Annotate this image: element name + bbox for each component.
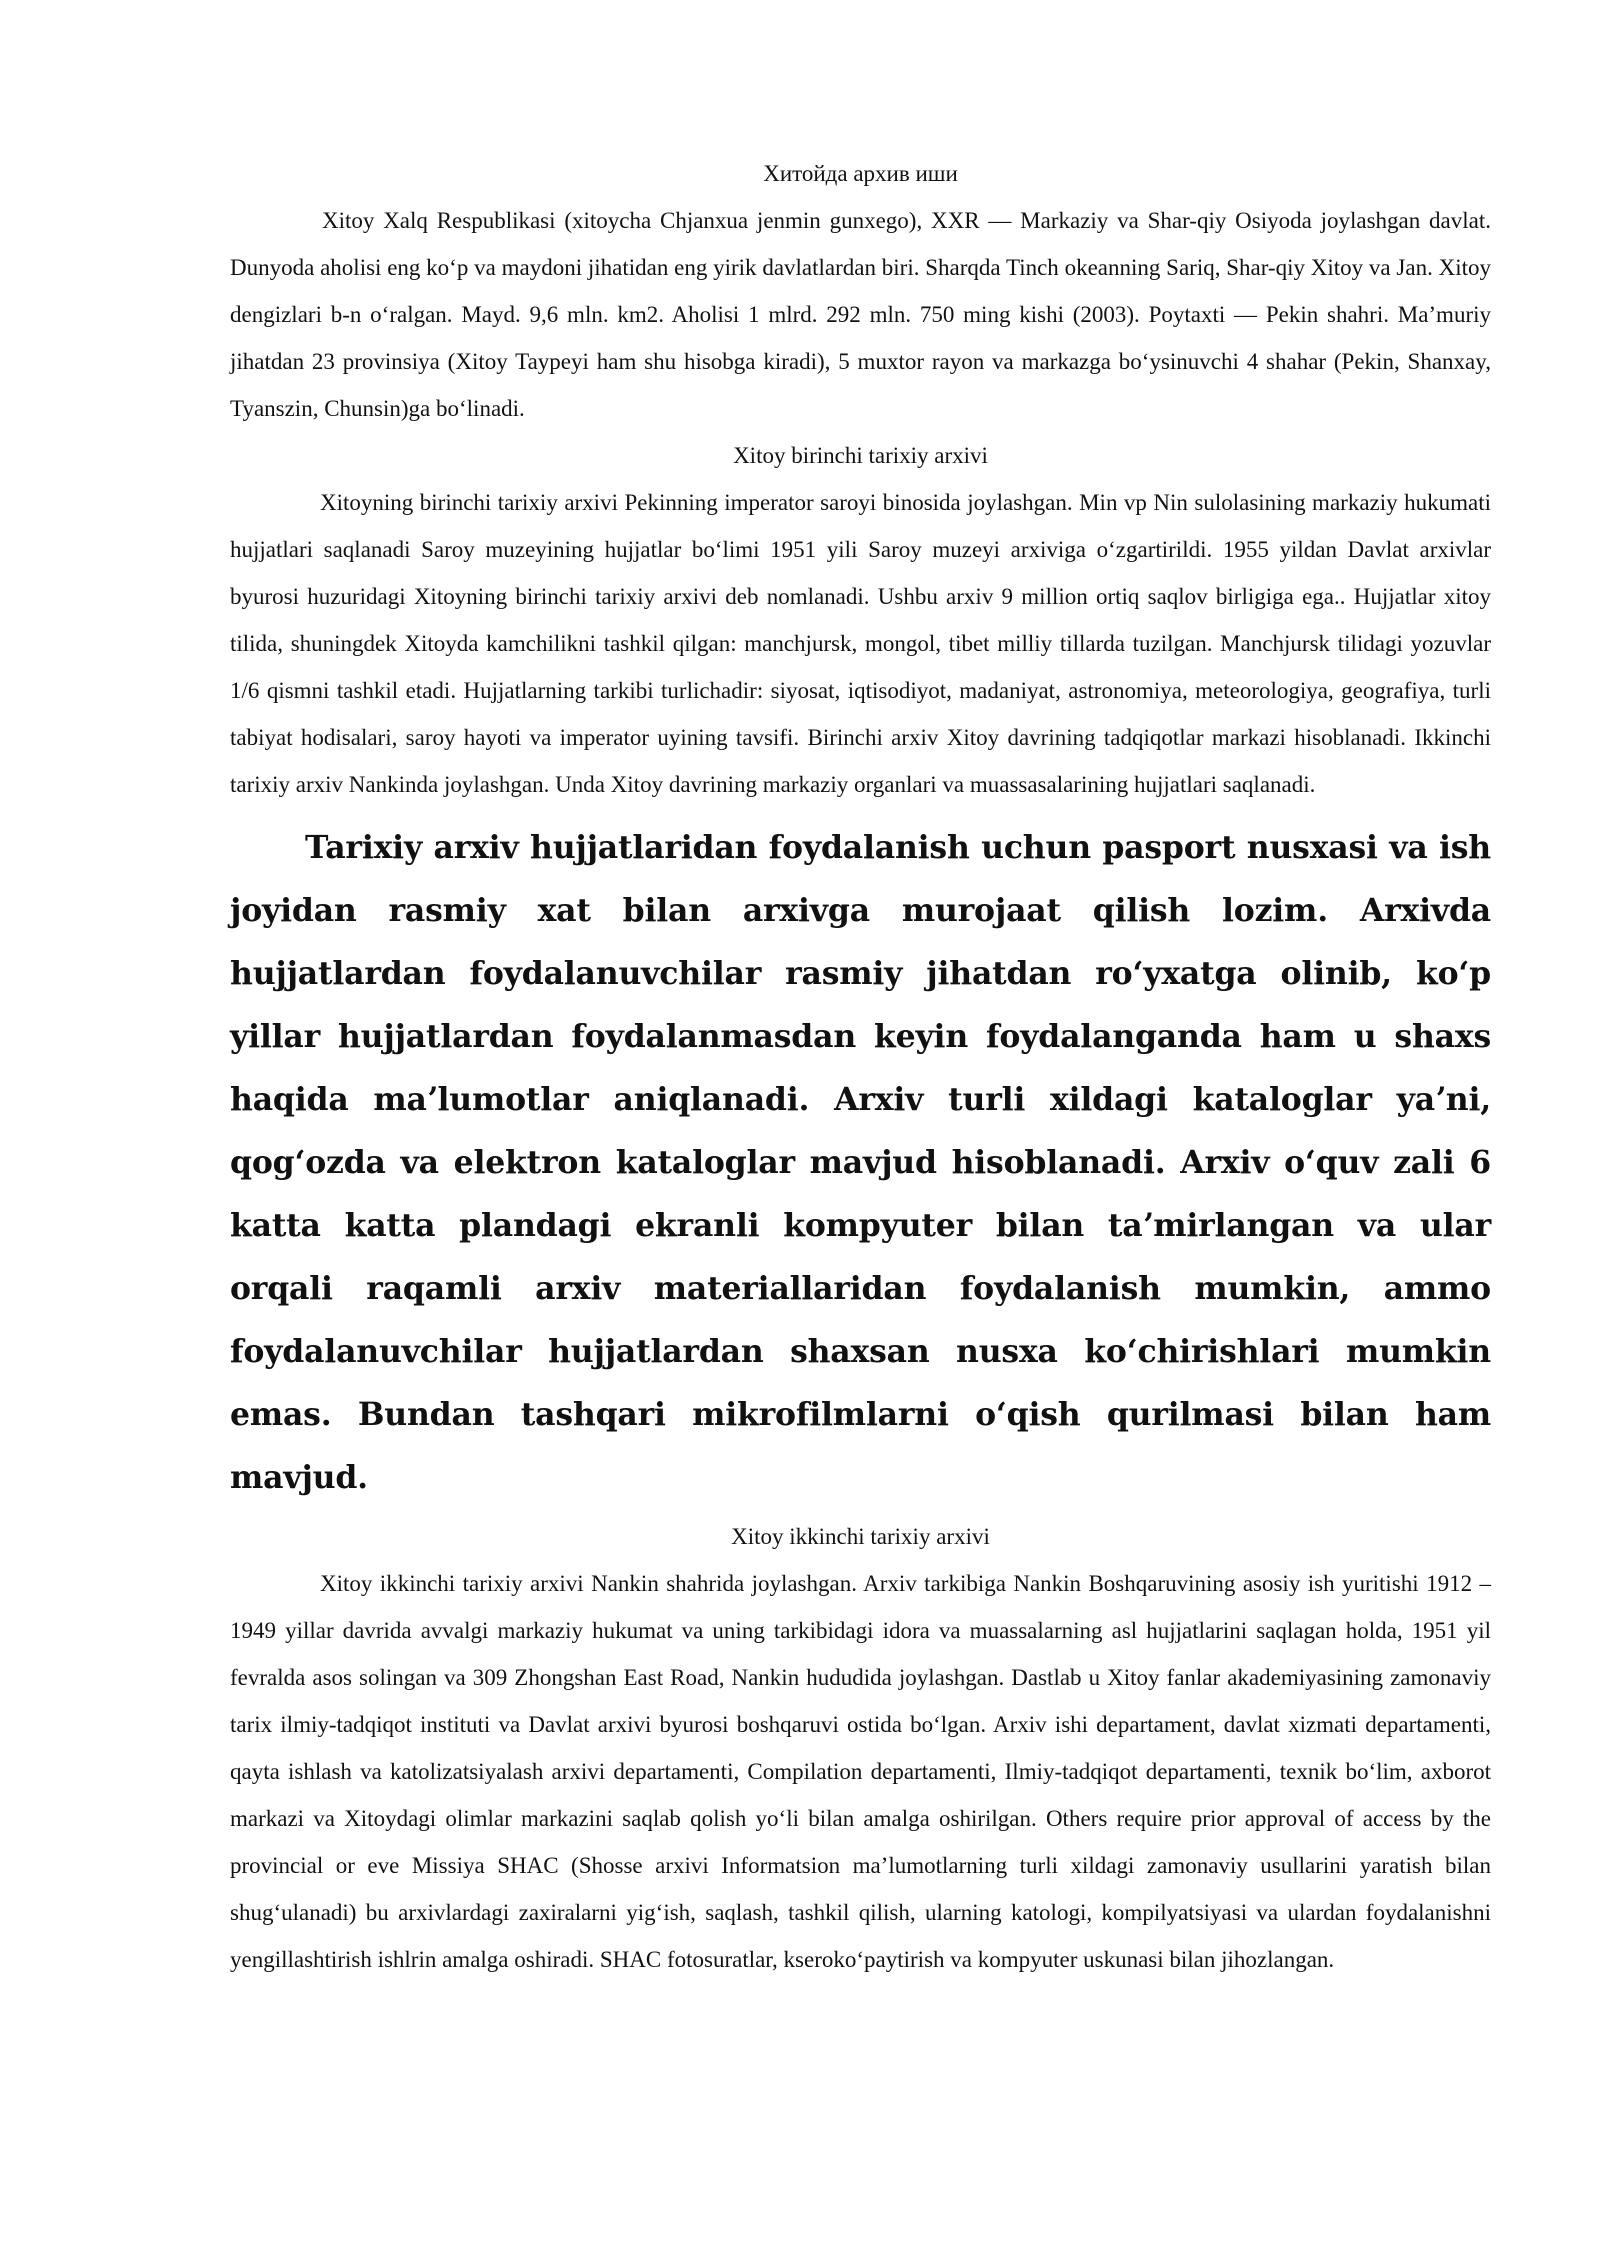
section-heading-second-archive: Xitoy ikkinchi tarixiy arxivi xyxy=(731,1524,990,1549)
document-title: Хитойда архив иши xyxy=(763,161,958,186)
section-heading-first-archive: Xitoy birinchi tarixiy arxivi xyxy=(733,443,988,468)
second-archive-paragraph: Xitoy ikkinchi tarixiy arxivi Nankin shahrida joylashgan. Arxiv tarkibiga Nankin Boshqaruvining asosiy ish yuritishi 1912 – 1949 yillar davrida avvalgi markaziy hukumat va uning tarkibidagi idora va muassalarning asl hujjatlarini saqlagan holda, 1951 yil fevralda asos solingan va 309 Zhongshan East Road, Nankin hududida joylashgan. Dastlab u Xitoy fanlar akademiyasining zamonaviy tarix ilmiy-tadqiqot instituti va Davlat arxivi byurosi boshqaruvi ostida boʻlgan. Arxiv ishi departament, davlat xizmati departamenti, qayta ishlash va katolizatsiyalash arxivi departamenti, Compilation departamenti, Ilmiy-tadqiqot departamenti, texnik boʻlim, axborot markazi va Xitoydagi olimlar markazini saqlab qolish yoʻli bilan amalga oshirilgan. Others require prior approval of access by the provincial or eve Missiya SHAC (Shosse arxivi Informatsion maʼlumotlarning turli xildagi zamonaviy usullarini yaratish bilan shugʻulanadi) bu arxivlardagi zaxiralarni yigʻish, saqlash, tashkil qilish, ularning katologi, kompilyatsiyasi va ulardan foydalanishni yengillashtirish ishlrin amalga oshiradi. SHAC fotosuratlar, kserokoʻpaytirish va kompyuter uskunasi bilan jihozlangan. xyxy=(230,1571,1491,1972)
bold-paragraph: Tarixiy arxiv hujjatlaridan foydalanish uchun pasport nusxasi va ish joyidan rasmiy xat bilan arxivga murojaat qilish lozim. Arxivda hujjatlardan foydalanuvchilar rasmiy jihatdan roʻyxatga olinib, koʻp yillar hujjatlardan foydalanmasdan keyin foydalanganda ham u shaxs haqida maʼlumotlar aniqlanadi. Arxiv turli xildagi kataloglar yaʼni, qogʻozda va elektron kataloglar mavjud hisoblanadi. Arxiv oʻquv zali 6 katta katta plandagi ekranli kompyuter bilan taʼmirlangan va ular orqali raqamli arxiv materiallaridan foydalanish mumkin, ammo foydalanuvchilar hujjatlardan shaxsan nusxa koʻchirishlari mumkin emas. Bundan tashqari mikrofilmlarni oʻqish qurilmasi bilan ham mavjud. xyxy=(230,829,1491,1496)
first-archive-paragraph: Xitoyning birinchi tarixiy arxivi Pekinning imperator saroyi binosida joylashgan. Min vp Nin sulolasining markaziy hukumati hujjatlari saqlanadi Saroy muzeyining hujjatlar boʻlimi 1951 yili Saroy muzeyi arxiviga oʻzgartirildi. 1955 yildan Davlat arxivlar byurosi huzuridagi Xitoyning birinchi tarixiy arxivi deb nomlanadi. Ushbu arxiv 9 million ortiq saqlov birligiga ega.. Hujjatlar xitoy tilida, shuningdek Xitoyda kamchilikni tashkil qilgan: manchjursk, mongol, tibet milliy tillarda tuzilgan. Manchjursk tilidagi yozuvlar 1/6 qismni tashkil etadi. Hujjatlarning tarkibi turlichadir: siyosat, iqtisodiyot, madaniyat, astronomiya, meteorologiya, geografiya, turli tabiyat hodisalari, saroy hayoti va imperator uyining tavsifi. Birinchi arxiv Xitoy davrining tadqiqotlar markazi hisoblanadi. Ikkinchi tarixiy arxiv Nankinda joylashgan. Unda Xitoy davrining markaziy organlari va muassasalarining hujjatlari saqlanadi. xyxy=(230,490,1491,797)
document-page xyxy=(230,150,1491,1983)
intro-paragraph: Xitoy Xalq Respublikasi (xitoycha Chjanxua jenmin gunxego), XXR — Markaziy va Shar-qiy Osiyoda joylashgan davlat. Dunyoda aholisi eng koʻp va maydoni jihatidan eng yirik davlatlardan biri. Sharqda Tinch okeanning Sariq, Shar-qiy Xitoy va Jan. Xitoy dengizlari b-n oʻralgan. Mayd. 9,6 mln. km2. Aholisi 1 mlrd. 292 mln. 750 ming kishi (2003). Poytaxti — Pekin shahri. Maʼmuriy jihatdan 23 provinsiya (Xitoy Taypeyi ham shu hisobga kiradi), 5 muxtor rayon va markazga boʻysinuvchi 4 shahar (Pekin, Shanxay, Tyanszin, Chunsin)ga boʻlinadi. xyxy=(230,208,1491,421)
